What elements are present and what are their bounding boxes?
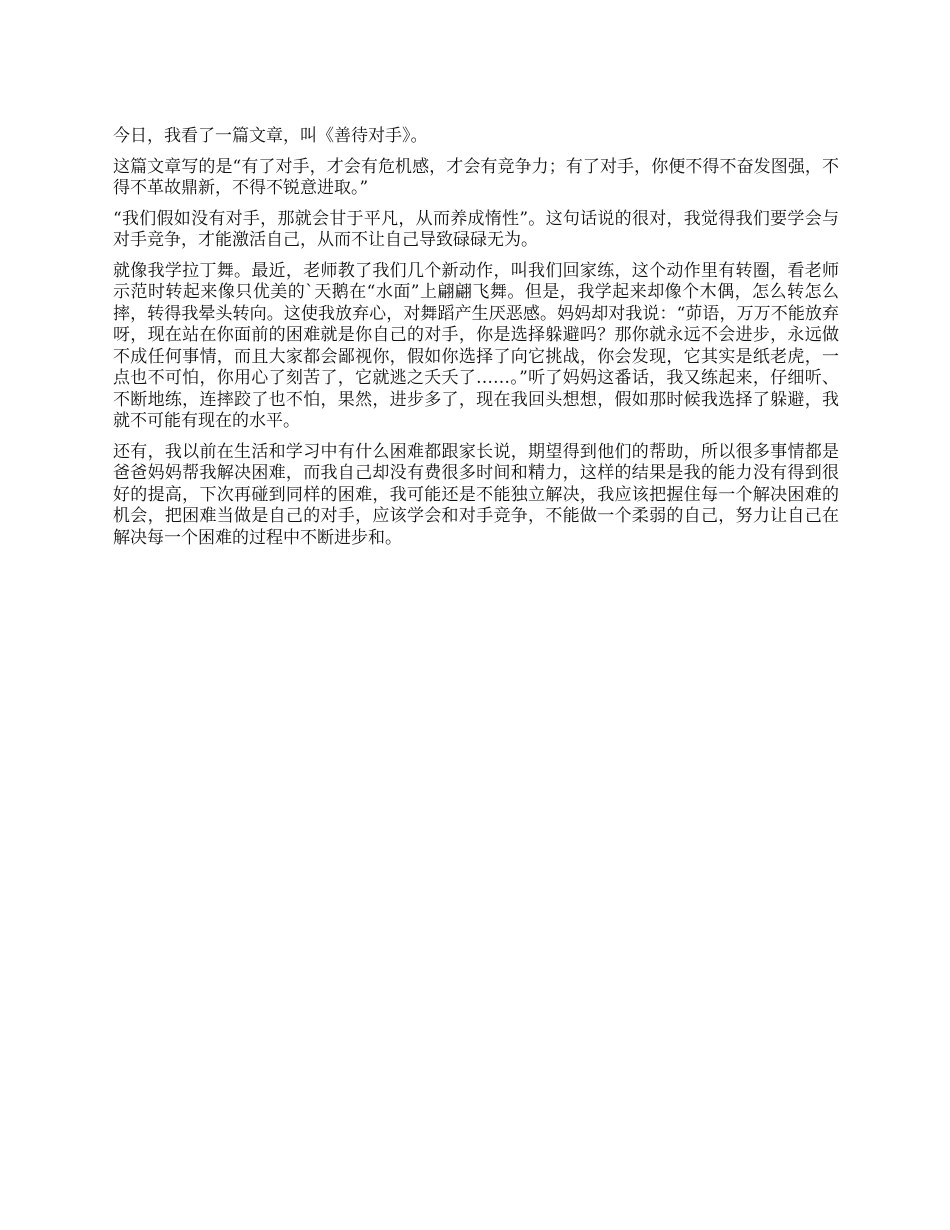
paragraph-intro: 今日，我看了一篇文章，叫《善待对手》。 <box>113 126 428 146</box>
article-body <box>113 126 839 558</box>
paragraph-article-quote: 这篇文章写的是“有了对手，才会有危机感，才会有竞争力；有了对手，你便不得不奋发图强，不得不革故鼎新，不得不锐意进取。” <box>113 156 839 198</box>
paragraph-dance-story: 就像我学拉丁舞。最近，老师教了我们几个新动作，叫我们回家练，这个动作里有转圈，看老师示范时转起来像只优美的`天鹅在“水面”上翩翩飞舞。但是，我学起来却像个木偶，怎么转怎么摔，转得我晕头转向。这使我放弃心，对舞蹈产生厌恶感。妈妈却对我说：“茆语，万万不能放弃呀，现在站在你面前的困难就是你自己的对手，你是选择躲避吗？那你就永远不会进步，永远做不成任何事情，而且大家都会鄙视你，假如你选择了向它挑战，你会发现，它其实是纸老虎，一点也不可怕，你用心了刻苦了，它就逃之夭夭了……。”听了妈妈这番话，我又练起来，仔细听、不断地练，连摔跤了也不怕，果然，进步多了，现在我回头想想，假如那时候我选择了躲避，我就不可能有现在的水平。 <box>113 260 839 431</box>
paragraph-reflection: 还有，我以前在生活和学习中有什么困难都跟家长说，期望得到他们的帮助，所以很多事情都是爸爸妈妈帮我解决困难，而我自己却没有费很多时间和精力，这样的结果是我的能力没有得到很好的提高，下次再碰到同样的困难，我可能还是不能独立解决，我应该把握住每一个解决困难的机会，把困难当做是自己的对手，应该学会和对手竞争，不能做一个柔弱的自己，努力让自己在解决每一个困难的过程中不断进步和。 <box>113 441 839 548</box>
paragraph-opinion: “我们假如没有对手，那就会甘于平凡，从而养成惰性”。这句话说的很对，我觉得我们要学会与对手竞争，才能激活自己，从而不让自己导致碌碌无为。 <box>113 208 839 250</box>
